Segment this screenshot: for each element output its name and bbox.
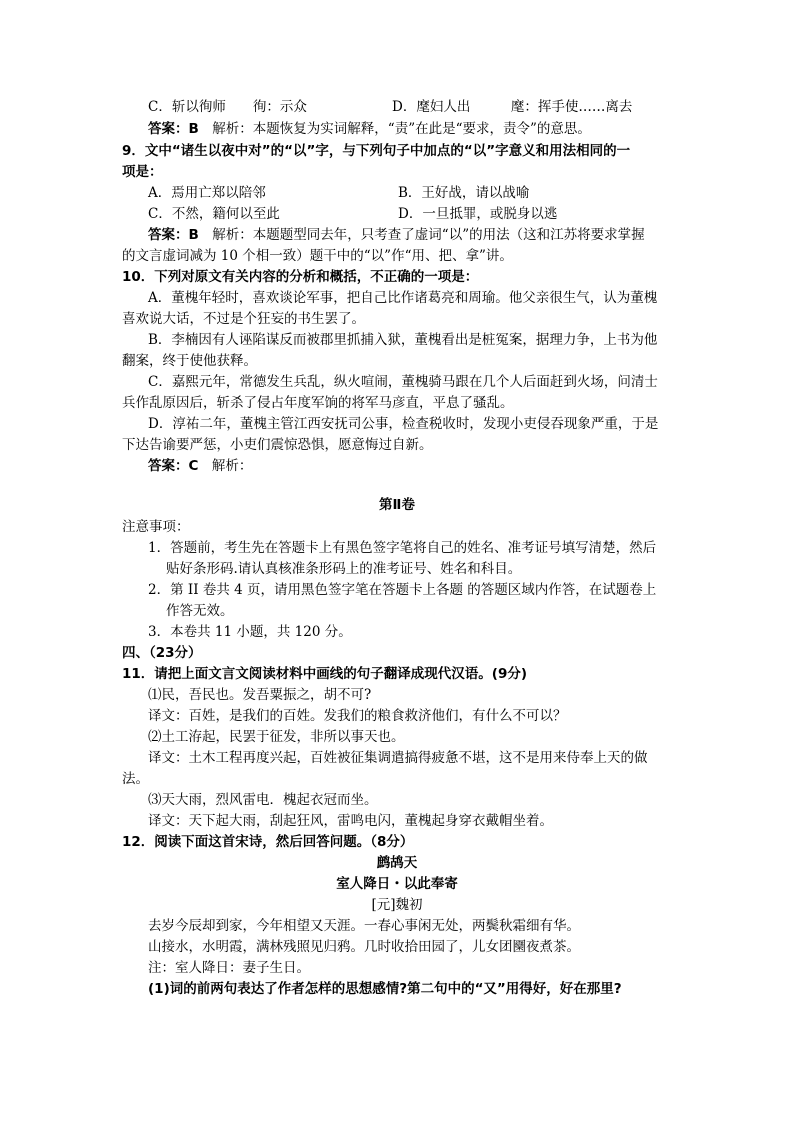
q11-sentence-2: ⑵土工洊起，民罢于征发，非所以事天也。 [148, 729, 405, 745]
poem-note: 注：室人降日：妻子生日。 [148, 960, 310, 976]
q9-title: 9．文中“诸生以夜中对”的“以”字，与下列句子中加点的“以”字意义和用法相同的一 [122, 143, 631, 159]
volume-heading: 第Ⅱ卷 [379, 497, 415, 513]
q10-option-c-cont: 兵作乱原因后，斩杀了侵占年度军饷的将军马彦直，平息了骚乱。 [122, 395, 514, 411]
answer-label: 答案：C [148, 458, 199, 474]
q10-answer-line [148, 456, 252, 476]
q10-title: 10．下列对原文有关内容的分析和概括，不正确的一项是： [122, 269, 479, 285]
section-four-heading: 四、（23分） [122, 645, 202, 661]
note-2-cont: 作答无效。 [166, 603, 234, 619]
explanation: 解析： [198, 458, 253, 474]
notes-label: 注意事项： [122, 519, 190, 535]
q9-option-d: D．一旦抵罪，或脱身以逃 [398, 206, 558, 222]
poem-verse-1: 去岁今辰却到家，今年相望又天涯。一春心事闲无处，两鬓秋霜细有华。 [148, 918, 580, 934]
q10-option-d-cont: 下达告谕要严惩，小吏们震惊恐惧，愿意悔过自新。 [122, 437, 433, 453]
q11-sentence-1: ⑴民，吾民也。发吾粟振之，胡不可? [148, 687, 372, 703]
poem-title: 鹧鸪天 [376, 855, 418, 871]
q9-option-b: B．王好战，请以战喻 [398, 185, 530, 201]
q10-option-b-cont: 翻案，终于使他获释。 [122, 353, 257, 369]
q10-option-b: B．李楠因有人诬陷谋反而被郡里抓捕入狱，董槐看出是桩冤案，据理力争，上书为他 [148, 332, 658, 348]
note-1: 1．答题前，考生先在答题卡上有黑色签字笔将自己的姓名、准考证号填写清楚，然后 [148, 540, 657, 556]
q11-translation-1: 译文：百姓，是我们的百姓。发我们的粮食救济他们，有什么不可以？ [148, 708, 567, 724]
q10-option-d: D．淳祐二年，董槐主管江西安抚司公事，检查税收时，发现小吏侵吞现象严重，于是 [148, 416, 659, 432]
note-1-cont: 贴好条形码.请认真核准条形码上的准考证号、姓名和科目。 [166, 561, 522, 577]
answer-label: 答案：B [148, 227, 199, 243]
q9-explanation-cont: 的文言虚词减为 10 个相一致）题干中的“以”作“用、把、拿”讲。 [122, 248, 513, 264]
q12-subquestion-1: (1)词的前两句表达了作者怎样的思想感情?第二句中的“又”用得好，好在那里? [148, 981, 622, 997]
note-3: 3．本卷共 11 小题，共 120 分。 [148, 624, 352, 640]
poem-author: [元]魏初 [371, 897, 423, 913]
q11-translation-2-cont: 法。 [122, 771, 149, 787]
answer-label: 答案：B [148, 121, 199, 137]
q11-translation-2: 译文：土木工程再度兴起，百姓被征集调遣搞得疲惫不堪，这不是用来侍奉上天的做 [148, 750, 648, 766]
q8-option-c: C．斩以徇师 徇：示众 [148, 99, 307, 115]
q9-option-c: C．不然，籍何以至此 [148, 206, 280, 222]
q9-title-cont: 项是： [122, 164, 163, 180]
explanation: 解析：本题题型同去年，只考查了虚词“以”的用法（这和江苏将要求掌握 [198, 227, 645, 243]
q12-title: 12．阅读下面这首宋诗，然后回答问题。（8分） [122, 834, 414, 850]
q10-option-c: C．嘉熙元年，常德发生兵乱，纵火喧闹，董槐骑马跟在几个人后面赶到火场，问清士 [148, 374, 658, 390]
poem-subtitle: 室人降日・以此奉寄 [336, 876, 458, 892]
note-2: 2．第 II 卷共 4 页，请用黑色签字笔在答题卡上各题 的答题区域内作答，在试题卷上 [148, 582, 657, 598]
q8-answer-line [148, 119, 591, 139]
q9-answer-line [148, 225, 645, 245]
q11-sentence-3: ⑶天大雨，烈风雷电．槐起衣冠而坐。 [148, 792, 378, 808]
q9-option-a: A．焉用亡郑以陪邻 [148, 185, 266, 201]
q10-option-a-cont: 喜欢说大话，不过是个狂妄的书生罢了。 [122, 311, 365, 327]
q8-option-d: D．麾妇人出 麾：挥手使……离去 [392, 99, 633, 115]
poem-verse-2: 山接水，水明霞，满林残照见归鸦。几时收拾田园了，儿女团圞夜煮茶。 [148, 939, 580, 955]
q10-option-a: A．董槐年轻时，喜欢谈论军事，把自己比作诸葛亮和周瑜。他父亲很生气，认为董槐 [148, 290, 658, 306]
q11-translation-3: 译文：天下起大雨，刮起狂风，雷鸣电闪，董槐起身穿衣戴帽坐着。 [148, 813, 553, 829]
q11-title: 11．请把上面文言文阅读材料中画线的句子翻译成现代汉语。(9分) [122, 666, 528, 682]
explanation: 解析：本题恢复为实词解释，“责”在此是“要求，责令”的意思。 [198, 121, 591, 137]
